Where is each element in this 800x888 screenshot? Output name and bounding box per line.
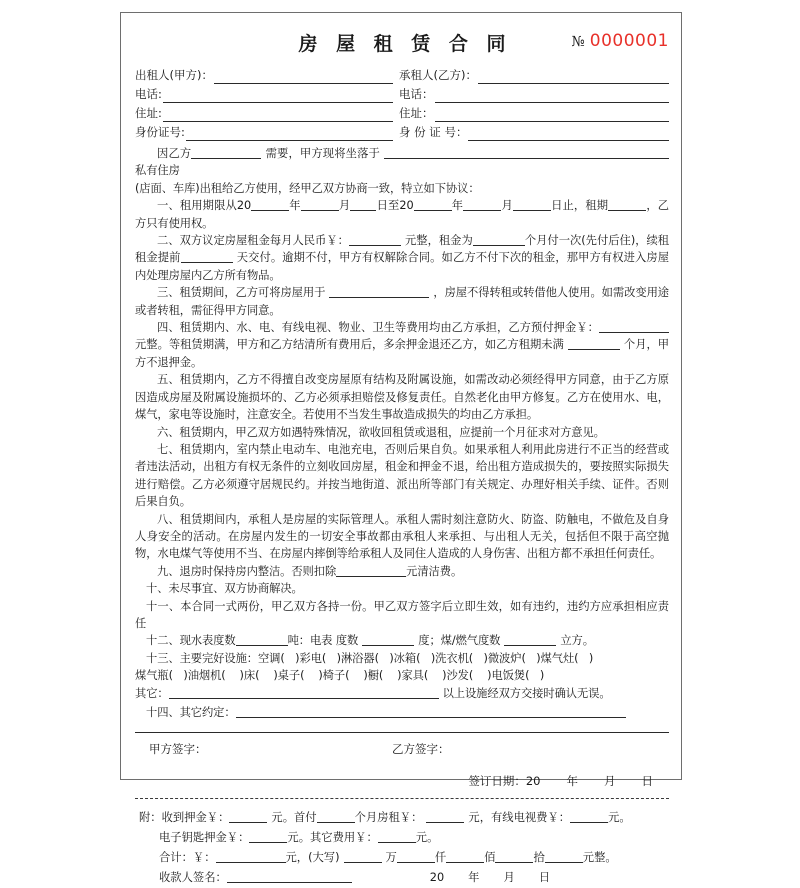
facility-label-rice-cooker: 电饭煲	[491, 669, 526, 683]
preamble-paragraph	[135, 145, 669, 180]
clause-1-start-month-input[interactable]	[301, 198, 339, 211]
facility-item-fridge[interactable]: 冰箱( )	[393, 651, 436, 665]
facility-label-gas-stove: 煤气灶	[540, 651, 575, 665]
clause-9-b: 元清洁费。	[406, 564, 463, 578]
facility-label-cabinet: 橱	[367, 669, 379, 683]
clause-9-a: 九、退房时保持房内整洁。否则扣除	[157, 564, 337, 578]
receipt-date-year-prefix: 20	[429, 871, 445, 885]
facility-label-chair: 椅子	[322, 669, 346, 683]
facility-item-rice-cooker[interactable]: 电饭煲( )	[491, 669, 545, 683]
receipt-date-day: 日	[538, 871, 551, 885]
payee-signature-input[interactable]	[227, 870, 352, 883]
receipt-otherfee-input[interactable]	[378, 830, 416, 843]
lessor-address-label: 住址:	[135, 106, 162, 120]
facility-item-microwave[interactable]: 微波炉( )	[487, 651, 541, 665]
lessee-address-field[interactable]	[399, 105, 669, 122]
clause-4-a: 四、租赁期内、水、电、有线电视、物业、卫生等费用均由乙方承担，乙方预付押金￥：	[157, 321, 599, 335]
receipt-section	[135, 808, 669, 888]
receipt-line2-end: 元。	[415, 831, 439, 845]
serial-number-block	[572, 31, 669, 51]
facility-label-shower: 淋浴器	[340, 651, 375, 665]
number-sign-icon: №	[571, 34, 585, 50]
facility-label-range-hood: 油烟机	[187, 669, 222, 683]
facility-item-range-hood[interactable]: 油烟机( )	[187, 669, 244, 683]
lessor-name-label: 出租人(甲方)：	[135, 68, 213, 82]
lessee-id-input[interactable]	[468, 127, 669, 141]
receipt-words-shi-input[interactable]	[495, 850, 533, 863]
clause-12-water-meter-input[interactable]	[236, 633, 288, 646]
receipt-date-year: 年	[468, 871, 480, 885]
facility-item-sofa[interactable]: 沙发( )	[446, 669, 492, 683]
lessor-id-input[interactable]	[186, 127, 393, 141]
clause-1-end-month-input[interactable]	[463, 198, 501, 211]
facility-item-cabinet[interactable]: 橱( )	[367, 669, 402, 683]
receipt-words-shi: 拾	[533, 851, 545, 865]
facility-item-gas-stove[interactable]: 煤气灶( )	[540, 651, 594, 665]
clause-2-d: 天交付。逾期不付，甲方有权解除合同。如乙方不付下次的租金，那甲方有权进入房屋内处理房屋内乙方所有物品。	[135, 251, 669, 282]
lessee-name-label: 承租人(乙方)：	[399, 68, 477, 82]
clause-4-b: 元整。等租赁期满，甲方和乙方结清所有费用后，多余押金退还乙方，如乙方租期未满	[135, 338, 564, 352]
lessor-phone-input[interactable]	[163, 89, 393, 103]
clause-7: 七、租赁期内，室内禁止电动车、电池充电，否则后果自负。如果承租人利用此房进行不正当的经营或者违法活动，出租方有权无条件的立刻收回房屋，租金和押金不退，给出租方造成损失的，要按照实际损失进行赔偿。乙方必须遵守居规民约。并按当地街道、派出所等部门有关规定、办理好相关手续、证件。否则后果自负。	[135, 442, 669, 509]
lessor-phone-field[interactable]	[135, 86, 399, 103]
clause-1-start-year-input[interactable]	[251, 198, 289, 211]
receipt-words-bai: 佰	[484, 851, 496, 865]
contract-page	[120, 12, 682, 885]
facility-item-air-conditioner[interactable]: 空调( )	[257, 651, 300, 665]
party-row-address	[135, 105, 669, 122]
clause-13-other-input[interactable]	[169, 686, 439, 699]
receipt-words-end: 元整。	[582, 851, 617, 865]
preamble-location-input[interactable]	[384, 146, 669, 159]
facility-item-shower[interactable]: 淋浴器( )	[340, 651, 394, 665]
clause-12-a: 十二、现水表度数	[146, 634, 236, 648]
clause-14-label: 十四、其它约定：	[146, 706, 236, 719]
facility-label-bed: 床	[243, 669, 256, 683]
clause-6: 六、租赁期内，甲乙双方如遇特殊情况，欲收回租赁或退租，应提前一个月征求对方意见。	[157, 425, 605, 439]
clause-13-other-label: 其它：	[135, 686, 169, 700]
facility-item-chair[interactable]: 椅子( )	[322, 669, 368, 683]
facility-label-tv: 彩电	[299, 651, 322, 665]
clause-1-c: 月	[338, 199, 351, 213]
facility-item-gas-tank[interactable]: 煤气瓶( )	[135, 669, 188, 683]
clause-1-a: 一、租用期限从20	[157, 199, 252, 213]
receipt-total-label: 合计：￥：	[159, 851, 216, 865]
receipt-words-qian-input[interactable]	[397, 850, 435, 863]
lessee-name-input[interactable]	[478, 70, 669, 84]
signing-date-row[interactable]	[135, 773, 669, 789]
party-a-signature-label: 甲方签字：	[149, 742, 207, 757]
receipt-line1-end: 元。	[608, 811, 631, 825]
serial-number-value: 0000001	[589, 31, 669, 51]
clause-4-unfinished-months-input[interactable]	[568, 337, 620, 350]
facility-item-tv[interactable]: 彩电( )	[299, 651, 341, 665]
clause-3-a: 三、租赁期间，乙方可将房屋用于	[157, 286, 326, 300]
title-row	[135, 29, 669, 59]
receipt-keydeposit-input[interactable]	[249, 830, 287, 843]
clause-2-a: 二、双方议定房屋租金每月人民币￥：	[157, 234, 349, 248]
clause-5: 五、租赁期内，乙方不得擅自改变房屋原有结构及附属设施，如需改动必须经得甲方同意，由于乙方原因造成房屋及附属设施损坏的、乙方必须承担赔偿及修复责任。自然老化由甲方修复。乙方在使用水、电，煤气，家电等设施时，注意安全。若使用不当发生事故造成损失的均由乙方承担。	[135, 373, 669, 422]
lessee-address-label: 住址：	[399, 106, 434, 120]
party-a-signature-field[interactable]	[135, 741, 392, 757]
receipt-keydeposit-label: 电子钥匙押金￥：	[159, 831, 250, 845]
clause-9	[135, 563, 669, 580]
clause-1-f: 月	[501, 199, 513, 213]
facility-label-washer: 洗衣机	[435, 651, 469, 665]
clause-1-start-day-input[interactable]	[350, 198, 376, 211]
clause-3-b: ，房屋不得转租或转借他人使用。如需改变用途或者转租，需征得甲方同意。	[135, 286, 669, 317]
signing-date-year: 年	[566, 774, 578, 789]
clause-2-c: 个月付一次(先付后住)，续租租金提前	[135, 234, 669, 265]
clause-12-c: 度；煤/燃气度数	[418, 634, 501, 648]
clause-3	[135, 284, 669, 319]
lessor-id-field[interactable]	[135, 124, 399, 141]
clause-14-input-line-2[interactable]	[135, 732, 669, 733]
clause-2-advance-days-input[interactable]	[181, 250, 233, 263]
facility-label-table: 桌子	[277, 669, 301, 683]
receipt-tvfee-input[interactable]	[570, 810, 608, 823]
facility-item-bed[interactable]: 床( )	[243, 669, 278, 683]
parties-section	[135, 67, 669, 141]
lessor-id-label: 身份证号:	[135, 125, 185, 139]
clause-9-cleaning-fee-input[interactable]	[336, 564, 406, 577]
receipt-tvfee-label: 元，有线电视费￥：	[468, 811, 571, 825]
page-title: 房 屋 租 赁 合 同	[298, 33, 512, 55]
preamble-text-b: 需要，甲方现将坐落于	[265, 147, 380, 160]
party-row-name	[135, 67, 669, 84]
clause-1-e: 年	[451, 199, 464, 213]
receipt-words-wan: 万	[385, 851, 397, 865]
receipt-rent-label: 个月房租￥：	[354, 811, 423, 825]
contract-content	[135, 23, 670, 885]
lessee-id-label: 身 份 证 号：	[399, 125, 468, 139]
clause-12	[135, 632, 669, 649]
clause-12-electric-meter-input[interactable]	[362, 633, 414, 646]
party-row-id	[135, 124, 669, 141]
lessee-phone-input[interactable]	[435, 89, 670, 103]
facility-label-microwave: 微波炉	[487, 651, 522, 665]
clause-4-deposit-input[interactable]	[599, 320, 669, 333]
receipt-deposit-label: 附：收到押金￥：	[139, 811, 230, 825]
party-b-signature-label: 乙方签字：	[392, 742, 450, 757]
facility-item-furniture[interactable]: 家具( )	[401, 669, 447, 683]
party-b-signature-field[interactable]	[392, 741, 669, 757]
lessor-phone-label: 电话:	[135, 87, 162, 101]
tear-off-divider	[135, 798, 669, 799]
clause-14-input-line-1[interactable]	[236, 705, 626, 718]
receipt-line-4	[135, 868, 669, 888]
facility-label-sofa: 沙发	[446, 669, 469, 683]
receipt-date[interactable]	[430, 868, 550, 888]
lessee-name-field[interactable]	[399, 67, 669, 84]
clause-11: 十一、本合同一式两份，甲乙双方各持一份。甲乙双方签字后立即生效，如有违约，违约方应承担相应责任	[135, 599, 669, 630]
clause-1-end-year-input[interactable]	[414, 198, 452, 211]
party-row-phone	[135, 86, 669, 103]
facility-label-gas-tank: 煤气瓶	[135, 669, 169, 683]
facility-label-air-conditioner: 空调	[257, 651, 281, 665]
lessee-address-input[interactable]	[435, 108, 670, 122]
clause-1	[135, 197, 669, 232]
lessor-name-field[interactable]	[135, 67, 399, 84]
signing-date-day: 日	[641, 774, 653, 789]
payee-signature-label: 收款人签名：	[159, 871, 227, 885]
clause-2-rent-amount-input[interactable]	[349, 233, 401, 246]
lessee-phone-label: 电话：	[399, 87, 434, 101]
clause-13-prefix: 十三、主要完好设施：	[146, 651, 258, 665]
clause-1-b: 年	[289, 199, 301, 213]
signing-date-label: 签订日期：20	[468, 774, 541, 789]
clause-4	[135, 319, 669, 371]
receipt-words-wan-input[interactable]	[344, 850, 382, 863]
receipt-firstpay-months-input[interactable]	[317, 810, 355, 823]
receipt-words-yuan-input[interactable]	[545, 850, 583, 863]
clause-13-row-2	[135, 667, 669, 684]
lessor-address-input[interactable]	[163, 108, 393, 122]
preamble-paragraph-2: (店面、车库)出租给乙方使用，经甲乙双方协商一致，特立如下协议：	[135, 181, 480, 195]
clause-2-b: 元整，租金为	[404, 234, 473, 248]
clause-13-other-row	[135, 685, 669, 702]
receipt-line-1	[135, 808, 669, 828]
receipt-firstpay-label: 元。首付	[271, 811, 317, 825]
facility-item-washer[interactable]: 洗衣机( )	[435, 651, 488, 665]
clause-8: 八、租赁期间内，承租人是房屋的实际管理人。承租人需时刻注意防火、防盗、防触电，不做危及自身人身安全的活动。在房屋内发生的一切安全事故都由承租人来承担、与出租人无关，包括但不限于高空抛物，水电煤气等使用不当、在房屋内摔倒等给承租人及同住人造成的人身伤害、出租方都不承担任何责任。	[135, 512, 669, 561]
receipt-line-2	[135, 828, 669, 848]
clause-12-d: 立方。	[560, 634, 594, 648]
preamble-text-c: 私有住房	[135, 164, 180, 178]
receipt-date-month: 月	[503, 871, 515, 885]
clause-2	[135, 232, 669, 284]
lessor-address-field[interactable]	[135, 105, 399, 122]
receipt-line-3	[135, 848, 669, 868]
lessor-name-input[interactable]	[214, 70, 393, 84]
clause-1-d: 日至20	[376, 199, 414, 213]
receipt-total-words-label: 元，(大写)	[285, 851, 340, 865]
receipt-rent-input[interactable]	[426, 810, 464, 823]
receipt-otherfee-label: 元。其它费用￥：	[287, 831, 378, 845]
clause-12-gas-meter-input[interactable]	[504, 633, 556, 646]
clause-1-h: ，乙方只有使用权。	[135, 199, 670, 230]
clause-13-row-1	[135, 650, 669, 667]
clause-10: 十、未尽事宜、双方协商解决。	[146, 582, 303, 596]
facility-label-fridge: 冰箱	[393, 651, 417, 665]
clause-2-payment-months-input[interactable]	[473, 233, 525, 246]
preamble-purpose-input[interactable]	[191, 146, 261, 159]
receipt-deposit-input[interactable]	[229, 810, 267, 823]
clause-3-usage-input[interactable]	[329, 285, 429, 298]
facility-label-furniture: 家具	[401, 669, 424, 683]
clause-13-confirm-text: 以上设施经双方交接时确认无误。	[442, 686, 611, 700]
clause-4-c: 个月，甲方不退押金。	[135, 338, 669, 369]
facility-item-table[interactable]: 桌子( )	[277, 669, 323, 683]
signing-date-month: 月	[604, 774, 616, 789]
preamble-text-a: 因乙方	[157, 147, 192, 160]
clause-14	[135, 704, 669, 721]
clause-12-b: 吨：电表 度数	[287, 634, 359, 648]
signature-row	[135, 741, 669, 757]
lessee-phone-field[interactable]	[399, 86, 669, 103]
clause-1-term-input[interactable]	[608, 198, 646, 211]
lessee-id-field[interactable]	[399, 124, 669, 141]
receipt-words-qian: 仟	[434, 851, 447, 865]
receipt-words-bai-input[interactable]	[446, 850, 484, 863]
clause-1-end-day-input[interactable]	[513, 198, 551, 211]
receipt-total-input[interactable]	[216, 850, 286, 863]
clause-1-g: 日止，租期	[550, 199, 609, 213]
